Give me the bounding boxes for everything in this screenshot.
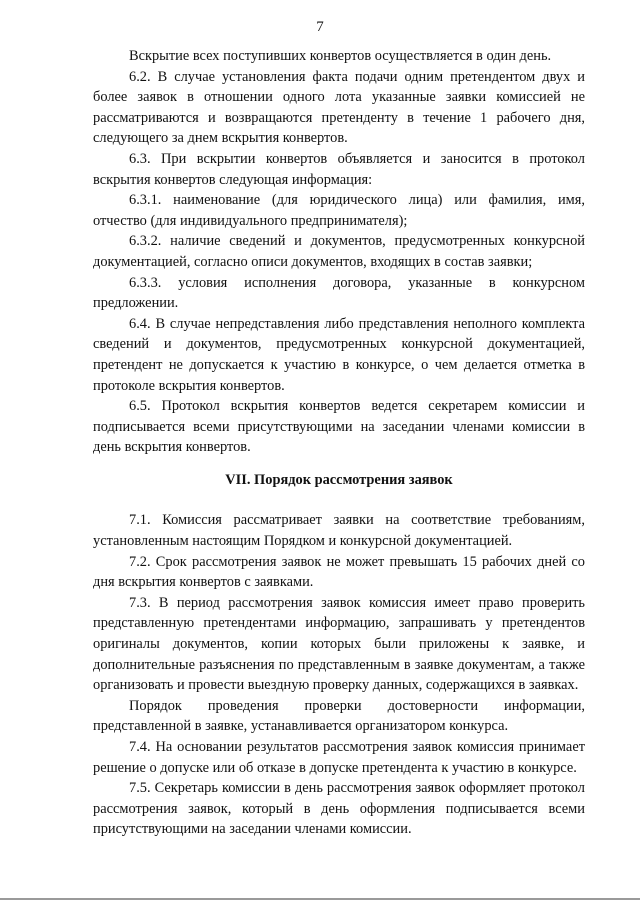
document-body: [93, 46, 585, 840]
paragraph-verification-order: Порядок проведения проверки достоверности информации, представленной в заявке, устанавливается организатором конкурса.: [93, 697, 585, 735]
paragraph-6-3-1: 6.3.1. наименование (для юридического лица) или фамилия, имя, отчество (для индивидуального предпринимателя);: [93, 192, 585, 229]
paragraph-7-3: 7.3. В период рассмотрения заявок комиссия имеет право проверить представленную претендентами информацию, запрашивать у претендентов оригиналы документов, копии которых были приложены к заявке, и дополнительные разъяснения по представленным в заявке документам, а также организовать и провести выездную проверку данных, содержащихся в заявках.: [93, 594, 585, 694]
paragraph-7-5: 7.5. Секретарь комиссии в день рассмотрения заявок оформляет протокол рассмотрения заявок, который в день оформления подписывается всеми присутствующими на заседании членами комиссии.: [93, 780, 585, 838]
paragraph-opening-day: Вскрытие всех поступивших конвертов осуществляется в один день.: [129, 48, 552, 64]
paragraph-6-3-3: 6.3.3. условия исполнения договора, указанные в конкурсном предложении.: [93, 274, 585, 312]
paragraph-7-4: 7.4. На основании результатов рассмотрения заявок комиссия принимает решение о допуске или об отказе в допуске претендента к участию в конкурсе.: [93, 739, 585, 776]
paragraph-7-1: 7.1. Комиссия рассматривает заявки на соответствие требованиям, установленным настоящим Порядком и конкурсной документацией.: [93, 512, 585, 550]
paragraph-6-2: 6.2. В случае установления факта подачи одним претендентом двух и более заявок в отношении одного лота указанные заявки комиссией не рассматриваются и возвращаются претенденту в течение 1 рабочего дня, следующего за днем вскрытия конвертов.: [93, 68, 585, 147]
bottom-edge-line: [0, 898, 640, 900]
paragraph-6-3-2: 6.3.2. наличие сведений и документов, предусмотренных конкурсной документацией, согласно описи документов, входящих в состав заявки;: [93, 233, 585, 270]
paragraph-6-4: 6.4. В случае непредставления либо представления неполного комплекта сведений и документов, предусмотренных конкурсной документацией, претендент не допускается к участию в конкурсе, о чем делается отметка в протоколе вскрытия конвертов.: [93, 315, 585, 394]
paragraph-6-3: 6.3. При вскрытии конвертов объявляется и заносится в протокол вскрытия конвертов следующая информация:: [93, 150, 585, 188]
paragraph-6-5: 6.5. Протокол вскрытия конвертов ведется секретарем комиссии и подписывается всеми присутствующими на заседании членами комиссии в день вскрытия конвертов.: [93, 398, 585, 456]
page-number: 7: [316, 19, 324, 35]
paragraph-7-2: 7.2. Срок рассмотрения заявок не может превышать 15 рабочих дней со дня вскрытия конвертов с заявками.: [93, 553, 585, 591]
section-heading: VII. Порядок рассмотрения заявок: [225, 471, 453, 488]
